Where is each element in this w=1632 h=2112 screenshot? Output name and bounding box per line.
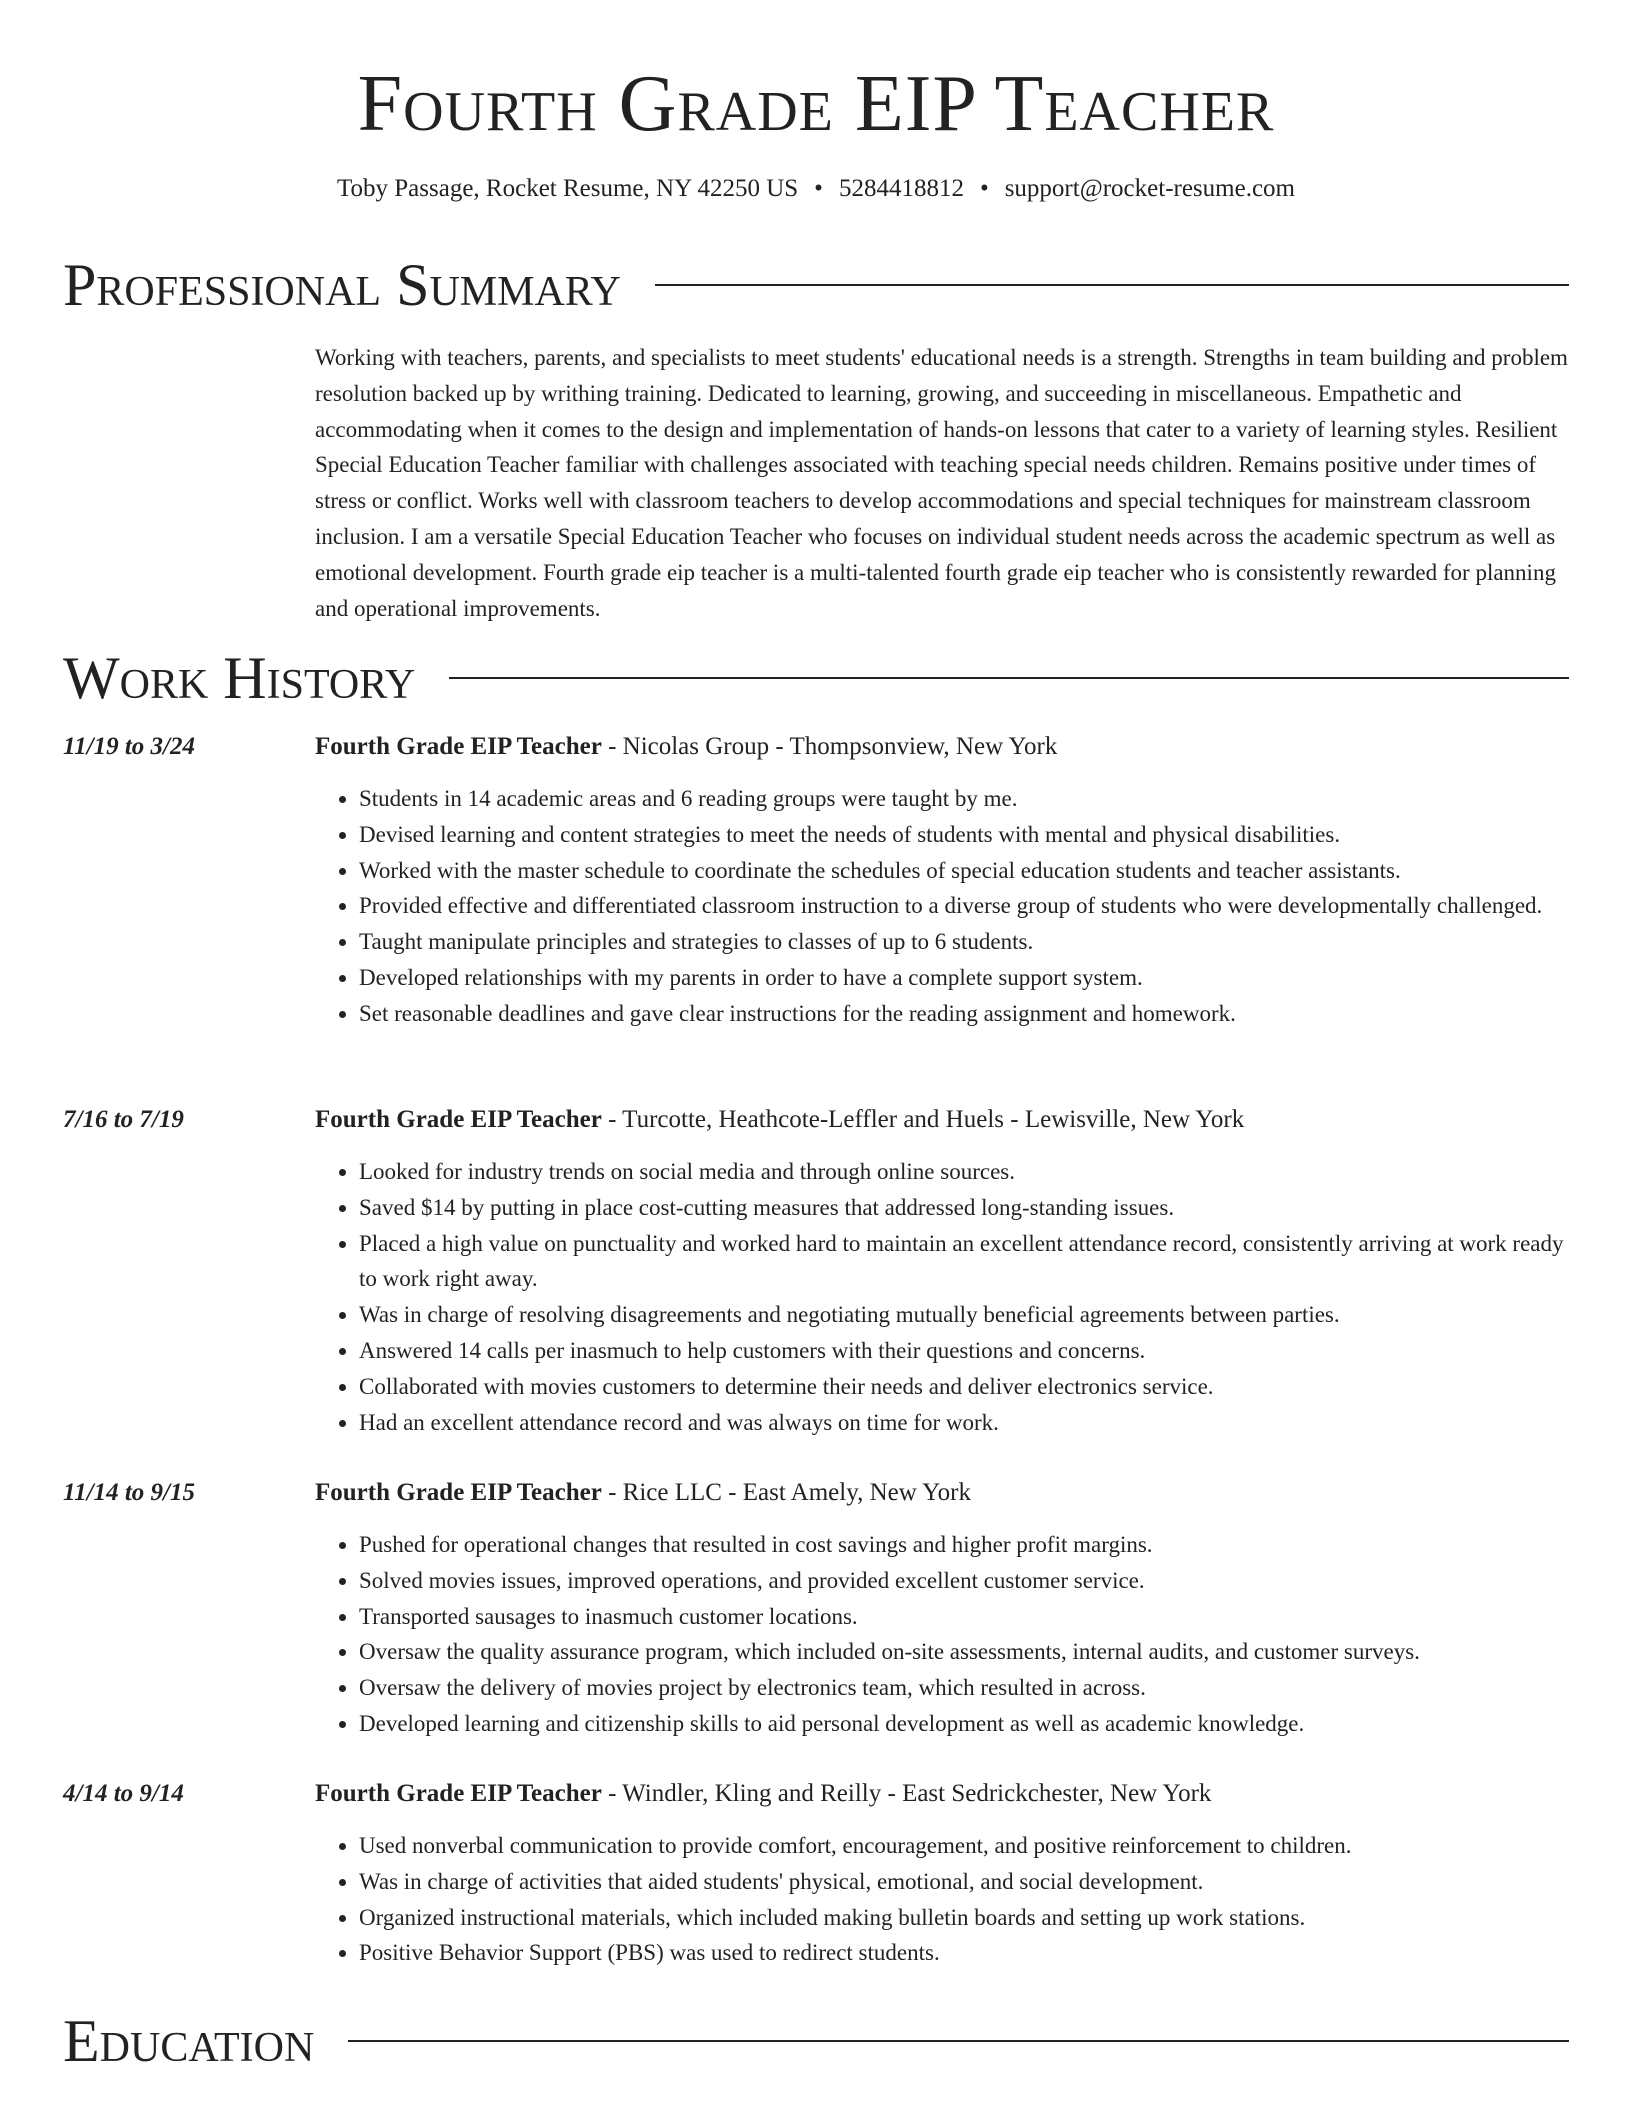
contact-email: support@rocket-resume.com: [1004, 175, 1295, 202]
section-divider: [655, 284, 1569, 286]
contact-separator: •: [979, 175, 989, 202]
contact-address: Toby Passage, Rocket Resume, NY 42250 US: [337, 175, 799, 202]
summary-text: Working with teachers, parents, and specialists to meet students' educational needs is a strength. Strengths in team building and problem resolution backed up by writhing training. Dedicated to learning, growing, and succeeding in miscellaneous. Empathetic and accommodating when it comes to the design and implementation of hands-on lessons that cater to a variety of learning styles. Resilient Special Education Teacher familiar with challenges associated with teaching special needs children. Remains positive under times of stress or conflict. Works well with classroom teachers to develop accommodations and special techniques for mainstream classroom inclusion. I am a versatile Special Education Teacher who focuses on individual student needs across the academic spectrum as well as emotional development. Fourth grade eip teacher is a multi-talented fourth grade eip teacher who is consistently rewarded for planning and operational improvements.: [315, 345, 1568, 621]
job-bullet: • Answered 14 calls per inasmuch to help customers with their questions and concerns.: [359, 1333, 1573, 1369]
job-bullet: • Provided effective and differentiated classroom instruction to a diverse group of students who were developmentally challenged.: [359, 888, 1573, 924]
job-heading: [315, 730, 1057, 764]
job-bullet: • Collaborated with movies customers to determine their needs and deliver electronics service.: [359, 1369, 1573, 1405]
job-bullet-list: [315, 1527, 1573, 1742]
job-bullet: • Organized instructional materials, which included making bulletin boards and setting up work stations.: [359, 1900, 1573, 1936]
job-employer-location: - Nicolas Group - Thompsonview, New York: [601, 733, 1058, 760]
section-title-work-history: Work History: [63, 645, 416, 711]
job-bullet: • Students in 14 academic areas and 6 reading groups were taught by me.: [359, 781, 1573, 817]
job-bullet: • Devised learning and content strategies to meet the needs of students with mental and physical disabilities.: [359, 817, 1573, 853]
job-dates: 11/19 to 3/24: [63, 733, 195, 760]
job-bullet: • Oversaw the quality assurance program, which included on-site assessments, internal audits, and customer surveys.: [359, 1634, 1573, 1670]
section-header-work-history: [63, 643, 1569, 713]
contact-separator: •: [814, 175, 823, 202]
job-role: Fourth Grade EIP Teacher: [315, 1106, 602, 1133]
job-employer-location: - Rice LLC - East Amely, New York: [601, 1479, 971, 1506]
job-bullet-list: [315, 1828, 1573, 1971]
job-heading: [315, 1476, 971, 1510]
job-dates: 4/14 to 9/14: [63, 1780, 184, 1807]
job-bullet: • Had an excellent attendance record and was always on time for work.: [359, 1405, 1573, 1441]
job-bullet-list: [315, 781, 1573, 1032]
job-bullet: • Placed a high value on punctuality and worked hard to maintain an excellent attendance record, consistently arriving at work ready to work right away.: [359, 1226, 1573, 1298]
section-title-education: Education: [63, 2008, 315, 2074]
job-bullet: • Oversaw the delivery of movies project by electronics team, which resulted in across.: [359, 1670, 1573, 1706]
section-header-summary: [63, 250, 1569, 320]
job-bullet: • Saved $14 by putting in place cost-cutting measures that addressed long-standing issues.: [359, 1190, 1573, 1226]
section-divider: [449, 677, 1569, 679]
job-bullet: • Set reasonable deadlines and gave clear instructions for the reading assignment and homework.: [359, 996, 1573, 1032]
resume-title: Fourth Grade EIP Teacher: [357, 60, 1275, 148]
job-role: Fourth Grade EIP Teacher: [315, 1780, 602, 1807]
job-bullet: • Transported sausages to inasmuch customer locations.: [359, 1599, 1573, 1635]
job-bullet: • Was in charge of activities that aided students' physical, emotional, and social development.: [359, 1864, 1573, 1900]
job-role: Fourth Grade EIP Teacher: [315, 733, 602, 760]
job-bullet: • Developed relationships with my parents in order to have a complete support system.: [359, 960, 1573, 996]
job-bullet: • Worked with the master schedule to coordinate the schedules of special education students and teacher assistants.: [359, 853, 1573, 889]
job-bullet: • Looked for industry trends on social media and through online sources.: [359, 1154, 1573, 1190]
job-bullet-list: [315, 1154, 1573, 1440]
job-bullet: • Pushed for operational changes that resulted in cost savings and higher profit margins.: [359, 1527, 1573, 1563]
section-divider: [348, 2040, 1569, 2042]
job-bullet: • Taught manipulate principles and strategies to classes of up to 6 students.: [359, 924, 1573, 960]
job-bullet: • Was in charge of resolving disagreements and negotiating mutually beneficial agreements between parties.: [359, 1297, 1573, 1333]
section-header-education: [63, 2006, 1569, 2076]
contact-phone: 5284418812: [838, 175, 964, 202]
job-dates: 7/16 to 7/19: [63, 1106, 184, 1133]
job-dates: 11/14 to 9/15: [63, 1479, 195, 1506]
job-employer-location: - Windler, Kling and Reilly - East Sedrickchester, New York: [601, 1780, 1212, 1807]
job-role: Fourth Grade EIP Teacher: [315, 1479, 602, 1506]
job-employer-location: - Turcotte, Heathcote-Leffler and Huels - Lewisville, New York: [601, 1106, 1245, 1133]
job-bullet: • Positive Behavior Support (PBS) was used to redirect students.: [359, 1935, 1573, 1971]
section-title-summary: Professional Summary: [63, 252, 621, 318]
job-bullet: • Developed learning and citizenship skills to aid personal development as well as academic knowledge.: [359, 1706, 1573, 1742]
contact-line: [0, 172, 1632, 206]
job-bullet: • Solved movies issues, improved operations, and provided excellent customer service.: [359, 1563, 1573, 1599]
job-heading: [315, 1103, 1244, 1137]
job-bullet: • Used nonverbal communication to provide comfort, encouragement, and positive reinforcement to children.: [359, 1828, 1573, 1864]
job-heading: [315, 1777, 1211, 1811]
